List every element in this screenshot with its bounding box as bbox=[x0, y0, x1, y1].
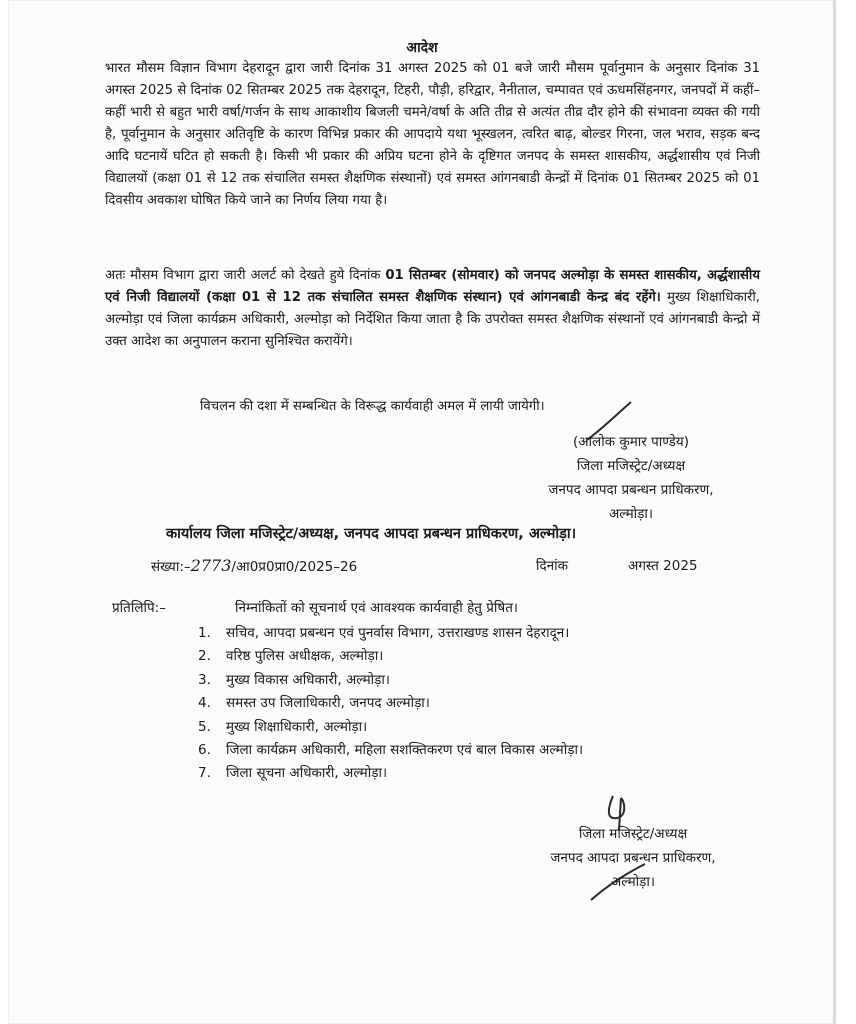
page-edge bbox=[833, 0, 836, 1024]
list-item: 7. जिला सूचना अधिकारी, अल्मोड़ा। bbox=[198, 765, 388, 782]
signatory-authority-2: जनपद आपदा प्रबन्धन प्राधिकरण, bbox=[550, 850, 716, 866]
order-paragraph-2-rest: मुख्य शिक्षाधिकारी, अल्मोड़ा एवं जिला कार्यक्रम अधिकारी, अल्मोड़ा को निर्देशित किया जाता है कि उपरोक्त समस्त शैक्षणिक संस्थानों एवं आंगनबाडी केन्द्रो में उक्त आदेश का अनुपालन कराना सुनिश्चित करायेंगे। bbox=[105, 290, 760, 349]
signatory-place-2: अल्मोड़ा। bbox=[610, 874, 656, 890]
date-value: अगस्त 2025 bbox=[628, 558, 698, 574]
list-item: 1. सचिव, आपदा प्रबन्धन एवं पुनर्वास विभाग, उत्तराखण्ड शासन देहरादून। bbox=[198, 625, 570, 641]
date-label: दिनांक bbox=[536, 558, 569, 574]
copy-recipient-list bbox=[198, 622, 583, 786]
list-item: 4. समस्त उप जिलाधिकारी, जनपद अल्मोड़ा। bbox=[198, 695, 430, 712]
signatory-authority: जनपद आपदा प्रबन्धन प्राधिकरण, bbox=[548, 482, 714, 498]
order-paragraph-1: भारत मौसम विज्ञान विभाग देहरादून द्वारा जारी दिनांक 31 अगस्त 2025 को 01 बजे जारी मौसम पूर्वानुमान के अनुसार दिनांक 31 अगस्त 2025 से दिनांक 02 सितम्बर 2025 तक देहरादून, टिहरी, पौड़ी, हरिद्वार, नैनीताल, चम्पावत एवं ऊधमसिंहनगर, जनपदों में कहीं–कहीं भारी से बहुत भारी वर्षा/गर्जन के साथ आकाशीय बिजली चमने/वर्षा के अति तीव्र से अत्यंत तीव्र दौर होने की संभावना व्यक्त की गयी है, पूर्वानुमान के अनुसार अतिवृष्टि के कारण विभिन्न प्रकार की आपदाये यथा भूस्खलन, त्वरित बाढ़, बोल्डर गिरना, जल भराव, सड़क बन्द आदि घटनायें घटित हो सकती है। किसी भी प्रकार की अप्रिय घटना होने के दृष्टिगत जनपद के समस्त शासकीय, अर्द्धशासीय एवं निजी विद्यालयों (कक्षा 01 से 12 तक संचालित समस्त शैक्षणिक संस्थानों) एवं समस्त आंगनबाडी केन्द्रों में दिनांक 01 सितम्बर 2025 को 01 दिवसीय अवकाश घोषित किये जाने का निर्णय लिया गया है। bbox=[105, 61, 760, 208]
list-item: 5. मुख्य शिक्षाधिकारी, अल्मोड़ा। bbox=[198, 718, 368, 735]
reference-suffix: /आ0प्र0प्रा0/2025–26 bbox=[231, 559, 358, 575]
list-item: 2. वरिष्ठ पुलिस अधीक्षक, अल्मोड़ा। bbox=[198, 648, 384, 665]
signatory-name: (आलोक कुमार पाण्डेय) bbox=[572, 434, 690, 450]
signatory-designation: जिला मजिस्ट्रेट/अध्यक्ष bbox=[576, 458, 686, 474]
order-paragraph-3: विचलन की दशा में सम्बन्धित के विरूद्ध कार्यवाही अमल में लायी जायेगी। bbox=[200, 399, 545, 414]
order-paragraph-2-bold: 01 सितम्बर (सोमवार) को जनपद अल्मोड़ा के समस्त शासकीय, अर्द्धशासीय एवं निजी विद्यालयों (कक्षा 01 से 12 तक संचालित समस्त शैक्षणिक संस्थान) एवं आंगनबाडी केन्द्र बंद रहेंगे। bbox=[105, 268, 760, 305]
copy-intro: निम्नांकितों को सूचनार्थ एवं आवश्यक कार्यवाही हेतु प्रेषित। bbox=[235, 600, 519, 616]
order-paragraph-2 bbox=[105, 265, 760, 353]
document-page bbox=[8, 0, 836, 1024]
office-heading: कार्यालय जिला मजिस्ट्रेट/अध्यक्ष, जनपद आपदा प्रबन्धन प्राधिकरण, अल्मोड़ा। bbox=[166, 526, 577, 542]
signatory-designation-2: जिला मजिस्ट्रेट/अध्यक्ष bbox=[578, 826, 688, 842]
order-paragraph-2-lead: अतः मौसम विभाग द्वारा जारी अलर्ट को देखते हुये दिनांक bbox=[105, 268, 381, 283]
reference-label: संख्या:– bbox=[151, 559, 191, 575]
reference-handwritten-number: 2773 bbox=[190, 556, 232, 575]
signature-block-2 bbox=[508, 822, 758, 894]
reference-number bbox=[151, 556, 357, 575]
list-item: 6. जिला कार्यक्रम अधिकारी, महिला सशक्तिकरण एवं बाल विकास अल्मोड़ा। bbox=[198, 741, 584, 758]
signature-block-1 bbox=[506, 430, 756, 526]
list-item: 3. मुख्य विकास अधिकारी, अल्मोड़ा। bbox=[198, 671, 391, 688]
order-title: आदेश bbox=[406, 40, 438, 56]
copy-label: प्रतिलिपि:– bbox=[112, 600, 166, 616]
signatory-place: अल्मोड़ा। bbox=[608, 506, 654, 522]
